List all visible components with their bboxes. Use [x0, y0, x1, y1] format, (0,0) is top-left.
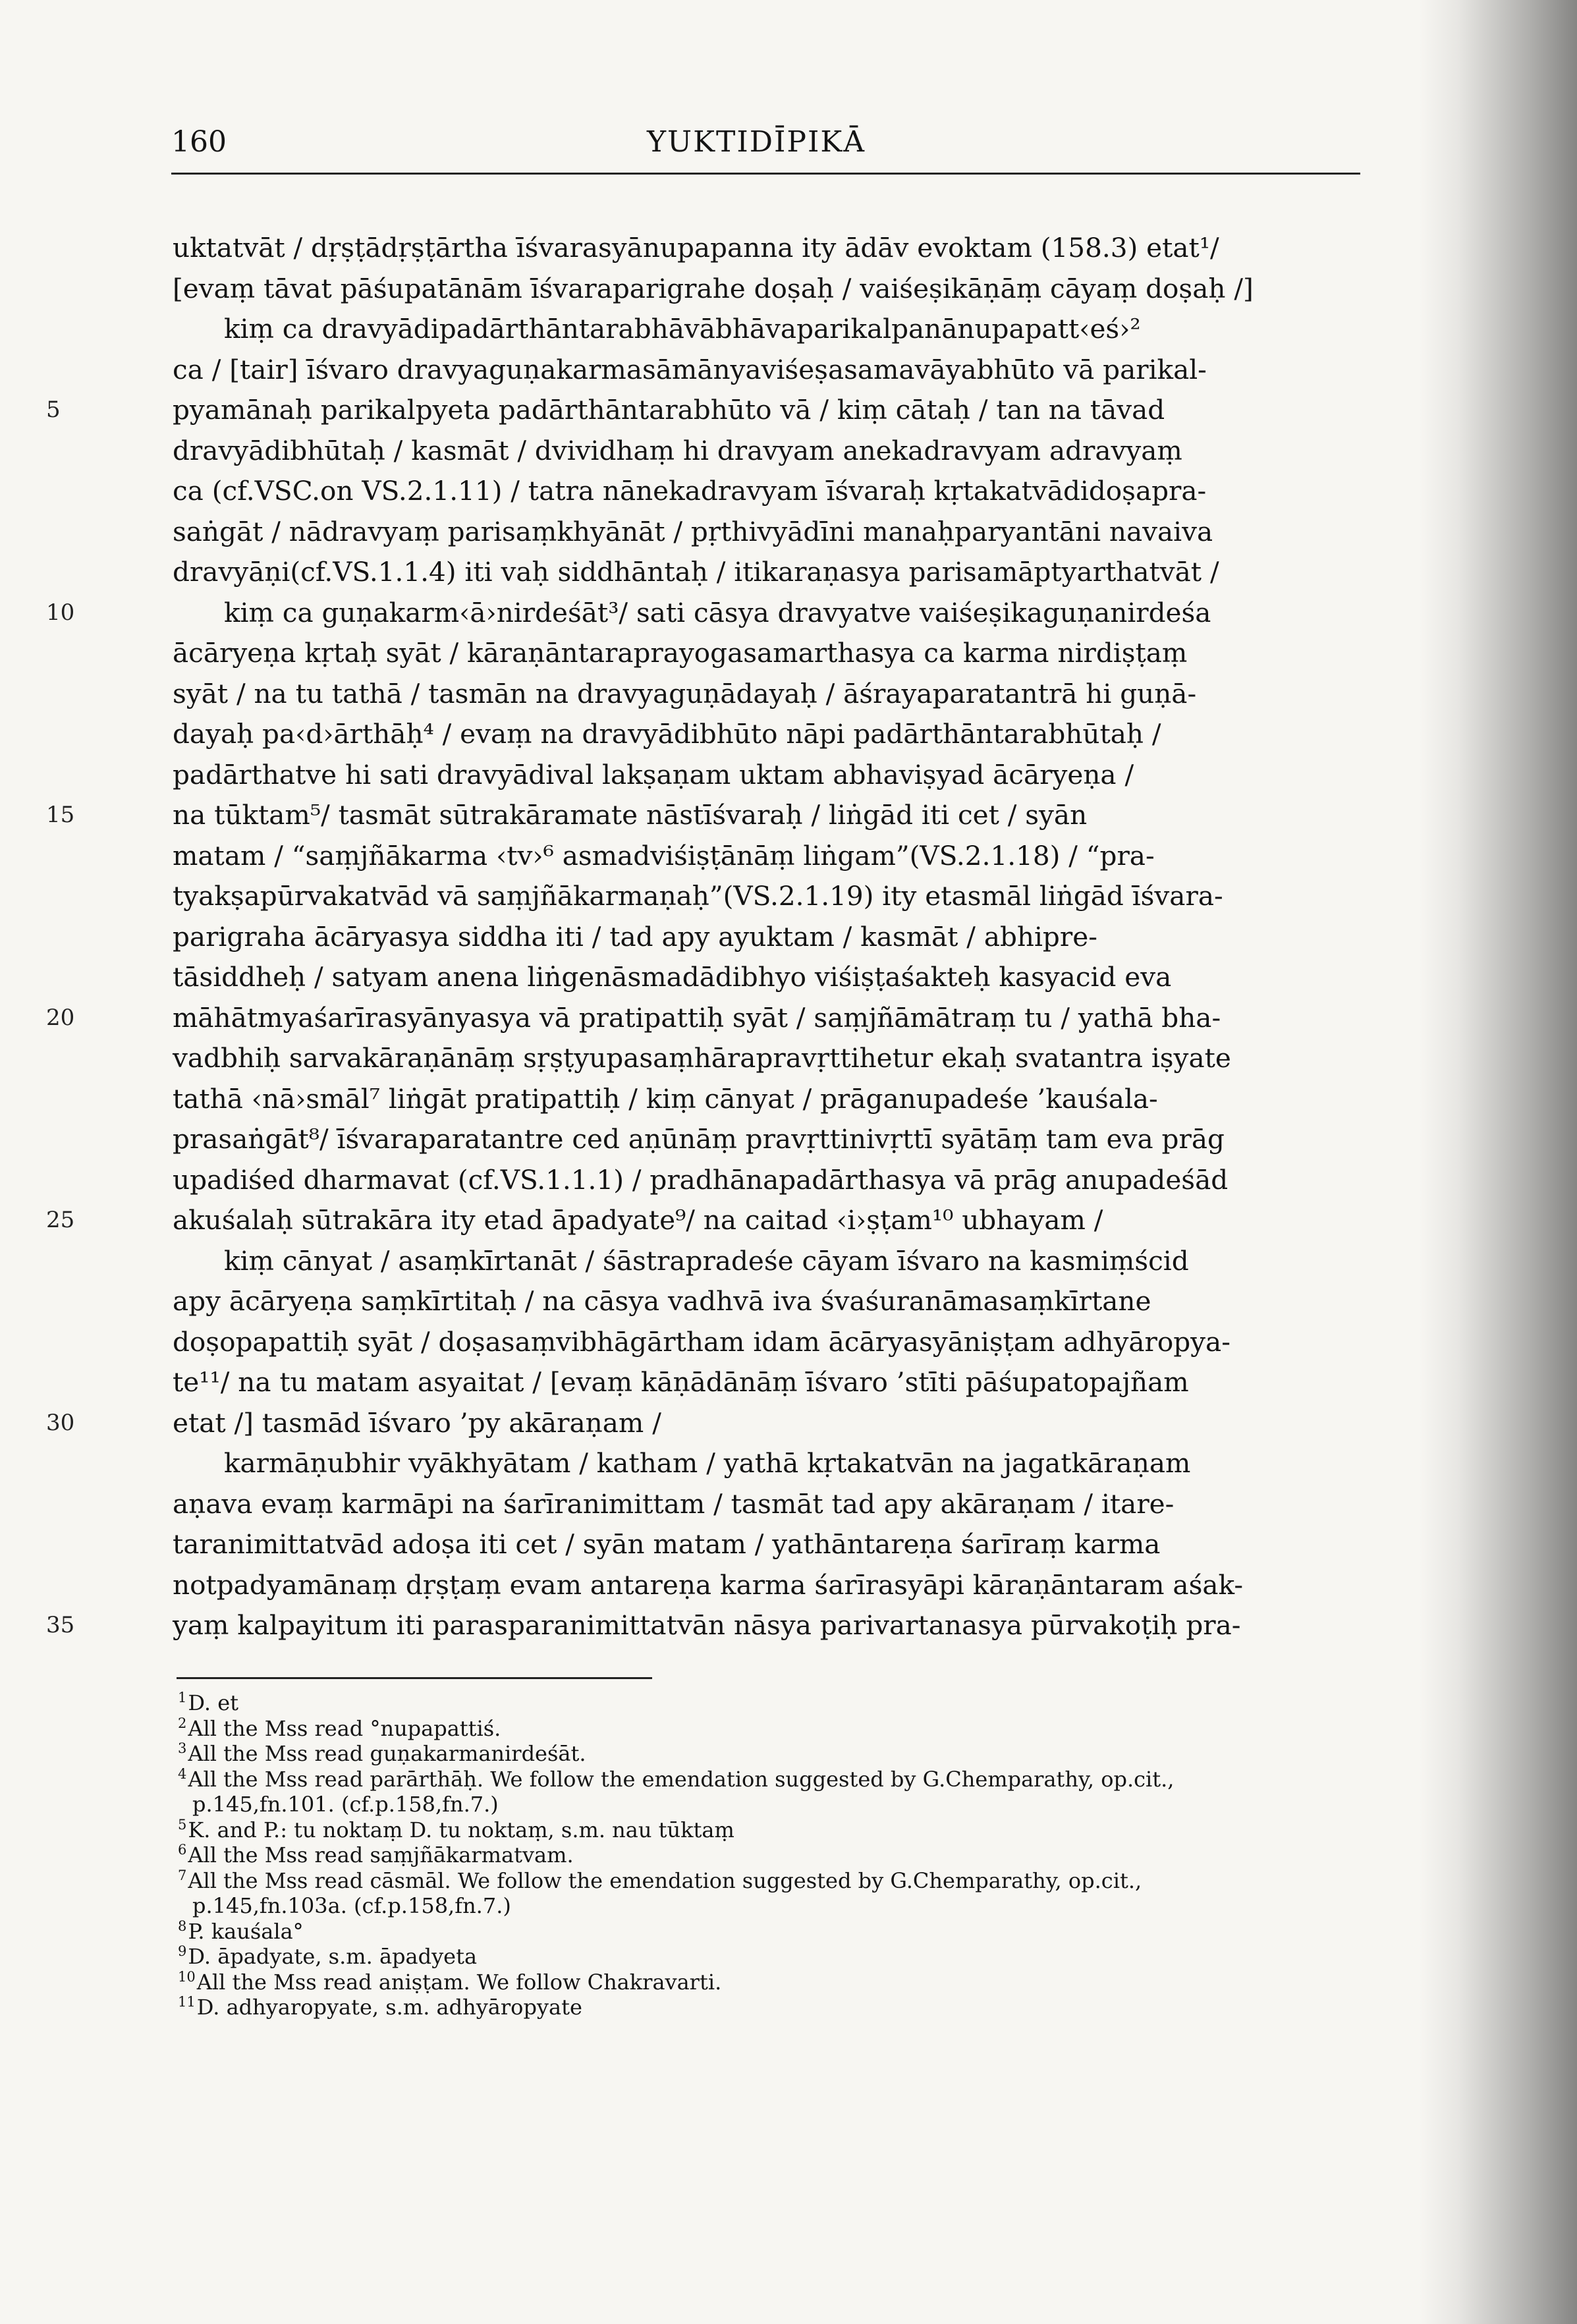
- footnote: [178, 1842, 1364, 1868]
- line-text: apy ācāryeṇa saṃkīrtitaḥ / na cāsya vadhvā iva śvaśuranāmasaṃkīrtane: [173, 1285, 1151, 1317]
- text-line: [46, 390, 1378, 431]
- line-text: dayaḥ pa‹d›ārthāḥ⁴ / evaṃ na dravyādibhūto nāpi padārthāntarabhūtaḥ /: [173, 718, 1161, 750]
- footnote: [178, 1893, 1364, 1919]
- footnote-mark: 7: [178, 1867, 187, 1883]
- text-line: [173, 350, 1378, 391]
- page-header: [171, 125, 1360, 178]
- text-line: [173, 1524, 1378, 1565]
- text-line: [46, 998, 1378, 1039]
- footnote: [178, 1970, 1364, 1995]
- footnote-rule: [177, 1677, 652, 1679]
- line-text: ca / [tair] īśvaro dravyaguṇakarmasāmānyaviśeṣasamavāyabhūto vā parikal-: [173, 353, 1207, 385]
- line-text: parigraha ācāryasya siddha iti / tad apy ayuktam / kasmāt / abhipre-: [173, 920, 1097, 953]
- footnote: [178, 1995, 1364, 2020]
- footnote: [178, 1690, 1364, 1716]
- running-head: YUKTIDĪPIKĀ: [647, 125, 866, 159]
- line-text: upadiśed dharmavat (cf.VS.1.1.1) / pradhānapadārthasya vā prāg anupadeśād: [173, 1163, 1229, 1196]
- line-text: tāsiddheḥ / satyam anena liṅgenāsmadādibhyo viśiṣṭaśakteḥ kasyacid eva: [173, 961, 1172, 993]
- text-line: [173, 512, 1378, 553]
- line-text: kiṃ ca dravyādipadārthāntarabhāvābhāvaparikalpanānupapatt‹eś›²: [224, 313, 1141, 345]
- line-text: doṣopapattiḥ syāt / doṣasaṃvibhāgārtham idam ācāryasyāniṣṭam adhyāropya-: [173, 1325, 1231, 1358]
- footnote-text: D. adhyaropyate, s.m. adhyāropyate: [196, 1995, 582, 2020]
- text-line: [173, 471, 1378, 512]
- text-line: [46, 1605, 1378, 1646]
- line-text: padārthatve hi sati dravyādival lakṣaṇam uktam abhaviṣyad ācāryeṇa /: [173, 758, 1134, 790]
- text-line: [173, 431, 1378, 472]
- line-text: kiṃ cānyat / asaṃkīrtanāt / śāstrapradeśe cāyam īśvaro na kasmiṃścid: [224, 1244, 1189, 1277]
- text-line: [173, 633, 1378, 674]
- footnote: [178, 1741, 1364, 1767]
- text-line: [173, 917, 1378, 958]
- footnote-text: D. āpadyate, s.m. āpadyeta: [188, 1944, 478, 1969]
- line-number: 15: [46, 802, 75, 828]
- text-line: [173, 714, 1378, 755]
- page-number: 160: [171, 125, 227, 159]
- footnote: [178, 1919, 1364, 1945]
- line-number: 30: [46, 1409, 75, 1436]
- footnote: [178, 1817, 1364, 1843]
- line-number: 20: [46, 1004, 75, 1031]
- text-line: [46, 795, 1378, 836]
- scan-edge-shadow: [1419, 0, 1577, 2324]
- line-text: te¹¹/ na tu matam asyaitat / [evaṃ kāṇādānāṃ īśvaro ’stīti pāśupatopajñam: [173, 1366, 1189, 1398]
- line-text: dravyāṇi(cf.VS.1.1.4) iti vaḥ siddhāntaḥ / itikaraṇasya parisamāptyarthatvāt /: [173, 556, 1219, 588]
- line-number: 5: [46, 397, 61, 423]
- footnote-mark: 5: [178, 1816, 187, 1833]
- footnote-mark: 6: [178, 1842, 187, 1858]
- line-text: prasaṅgāt⁸/ īśvaraparatantre ced aṇūnāṃ pravṛttinivṛttī syātāṃ tam eva prāg: [173, 1123, 1225, 1155]
- footnote-text: All the Mss read aniṣṭam. We follow Chakravarti.: [196, 1969, 722, 1995]
- footnote-mark: 3: [178, 1740, 187, 1756]
- line-text: uktatvāt / dṛṣṭādṛṣṭārtha īśvarasyānupapanna ity ādāv evoktam (158.3) etat¹/: [173, 232, 1219, 263]
- text-line: [173, 1281, 1378, 1322]
- footnote-mark: 11: [178, 1994, 196, 2010]
- footnote-text: p.145,fn.101. (cf.p.158,fn.7.): [192, 1792, 499, 1817]
- footnote-mark: 1: [178, 1690, 187, 1705]
- text-line: [173, 836, 1378, 877]
- line-text: kiṃ ca guṇakarm‹ā›nirdeśāt³/ sati cāsya dravyatve vaiśeṣikaguṇanirdeśa: [224, 596, 1211, 628]
- text-line: [173, 1443, 1378, 1484]
- footnote: [178, 1944, 1364, 1970]
- line-text: dravyādibhūtaḥ / kasmāt / dvividhaṃ hi dravyam anekadravyam adravyaṃ: [173, 434, 1182, 466]
- line-text: aṇava evaṃ karmāpi na śarīranimittam / tasmāt tad apy akāraṇam / itare-: [173, 1487, 1175, 1520]
- line-text: yaṃ kalpayitum iti parasparanimittatvān nāsya parivartanasya pūrvakoṭiḥ pra-: [173, 1609, 1241, 1641]
- line-text: karmāṇubhir vyākhyātam / katham / yathā kṛtakatvān na jagatkāraṇam: [224, 1447, 1191, 1479]
- line-number: 10: [46, 599, 75, 626]
- footnote-text: All the Mss read saṃjñākarmatvam.: [188, 1842, 574, 1868]
- line-text: tyakṣapūrvakatvād vā saṃjñākarmaṇaḥ”(VS.2.1.19) ity etasmāl liṅgād īśvara-: [173, 880, 1223, 912]
- main-text: [46, 228, 1378, 1646]
- line-text: na tūktam⁵/ tasmāt sūtrakāramate nāstīśvaraḥ / liṅgād iti cet / syān: [173, 799, 1088, 831]
- line-text: māhātmyaśarīrasyānyasya vā pratipattiḥ syāt / saṃjñāmātraṃ tu / yathā bha-: [173, 1001, 1221, 1034]
- text-line: [173, 957, 1378, 998]
- footnote-text: All the Mss read guṇakarmanirdeśāt.: [188, 1741, 586, 1766]
- footnote-text: K. and P.: tu noktaṃ D. tu noktaṃ, s.m. nau tūktaṃ: [188, 1817, 734, 1842]
- line-text: syāt / na tu tathā / tasmān na dravyaguṇādayaḥ / āśrayaparatantrā hi guṇā-: [173, 677, 1197, 709]
- text-line: [173, 1484, 1378, 1525]
- text-line: [173, 1079, 1378, 1120]
- text-line: [173, 269, 1378, 310]
- footnote-mark: 2: [178, 1715, 187, 1731]
- text-line: [173, 876, 1378, 917]
- footnote-mark: 4: [178, 1765, 187, 1782]
- line-text: pyamānaḥ parikalpyeta padārthāntarabhūto vā / kiṃ cātaḥ / tan na tāvad: [173, 394, 1165, 426]
- line-text: ācāryeṇa kṛtaḥ syāt / kāraṇāntaraprayogasamarthasya ca karma nirdiṣṭaṃ: [173, 637, 1188, 669]
- line-number: 35: [46, 1612, 75, 1638]
- line-text: vadbhiḥ sarvakāraṇānāṃ sṛṣṭyupasaṃhārapravṛttihetur ekaḥ svatantra iṣyate: [173, 1042, 1231, 1074]
- footnote-text: All the Mss read °nupapattiś.: [188, 1715, 501, 1741]
- footnote: [178, 1716, 1364, 1742]
- line-text: notpadyamānaṃ dṛṣṭaṃ evam antareṇa karma śarīrasyāpi kāraṇāntaram aśak-: [173, 1568, 1244, 1601]
- footnote-mark: 9: [178, 1943, 187, 1959]
- text-line: [173, 309, 1378, 350]
- line-text: taranimittatvād adoṣa iti cet / syān matam / yathāntareṇa śarīraṃ karma: [173, 1528, 1161, 1560]
- text-line: [173, 1160, 1378, 1201]
- line-text: matam / “saṃjñākarma ‹tv›⁶ asmadviśiṣṭānāṃ liṅgam”(VS.2.1.18) / “pra-: [173, 839, 1155, 872]
- line-text: ca (cf.VSC.on VS.2.1.11) / tatra nānekadravyam īśvaraḥ kṛtakatvādidoṣapra-: [173, 475, 1207, 507]
- footnote-mark: 8: [178, 1918, 187, 1934]
- footnotes: [178, 1690, 1364, 2020]
- text-line: [46, 1403, 1378, 1444]
- footnote-text: All the Mss read parārthāḥ. We follow the emendation suggested by G.Chemparathy, op.cit.,: [188, 1766, 1175, 1792]
- footnote-text: D. et: [188, 1690, 239, 1715]
- footnote-text: P. kauśala°: [188, 1918, 304, 1944]
- text-line: [46, 593, 1378, 634]
- text-line: [173, 552, 1378, 593]
- line-text: saṅgāt / nādravyaṃ parisaṃkhyānāt / pṛthivyādīni manaḥparyantāni navaiva: [173, 515, 1213, 547]
- text-line: [173, 674, 1378, 715]
- line-text: [evaṃ tāvat pāśupatānām īśvaraparigrahe doṣaḥ / vaiśeṣikāṇāṃ cāyaṃ doṣaḥ /]: [173, 272, 1254, 304]
- footnote: [178, 1767, 1364, 1792]
- footnote: [178, 1868, 1364, 1894]
- line-number: 25: [46, 1207, 75, 1233]
- text-line: [46, 1200, 1378, 1241]
- text-line: [173, 755, 1378, 796]
- header-rule: [171, 173, 1360, 175]
- text-line: [173, 1038, 1378, 1079]
- footnote-text: All the Mss read cāsmāl. We follow the emendation suggested by G.Chemparathy, op.cit.,: [188, 1868, 1142, 1893]
- text-line: [173, 1241, 1378, 1282]
- footnote: [178, 1792, 1364, 1817]
- line-text: etat /] tasmād īśvaro ’py akāraṇam /: [173, 1406, 661, 1439]
- line-text: tathā ‹nā›smāl⁷ liṅgāt pratipattiḥ / kiṃ cānyat / prāganupadeśe ’kauśala-: [173, 1082, 1158, 1115]
- footnote-text: p.145,fn.103a. (cf.p.158,fn.7.): [192, 1893, 511, 1918]
- text-line: [173, 1322, 1378, 1363]
- footnote-mark: 10: [178, 1968, 196, 1985]
- text-line: [173, 1565, 1378, 1606]
- text-line: [173, 228, 1378, 269]
- line-text: akuśalaḥ sūtrakāra ity etad āpadyate⁹/ na caitad ‹i›ṣṭam¹⁰ ubhayam /: [173, 1204, 1103, 1236]
- text-line: [173, 1119, 1378, 1160]
- text-line: [173, 1362, 1378, 1403]
